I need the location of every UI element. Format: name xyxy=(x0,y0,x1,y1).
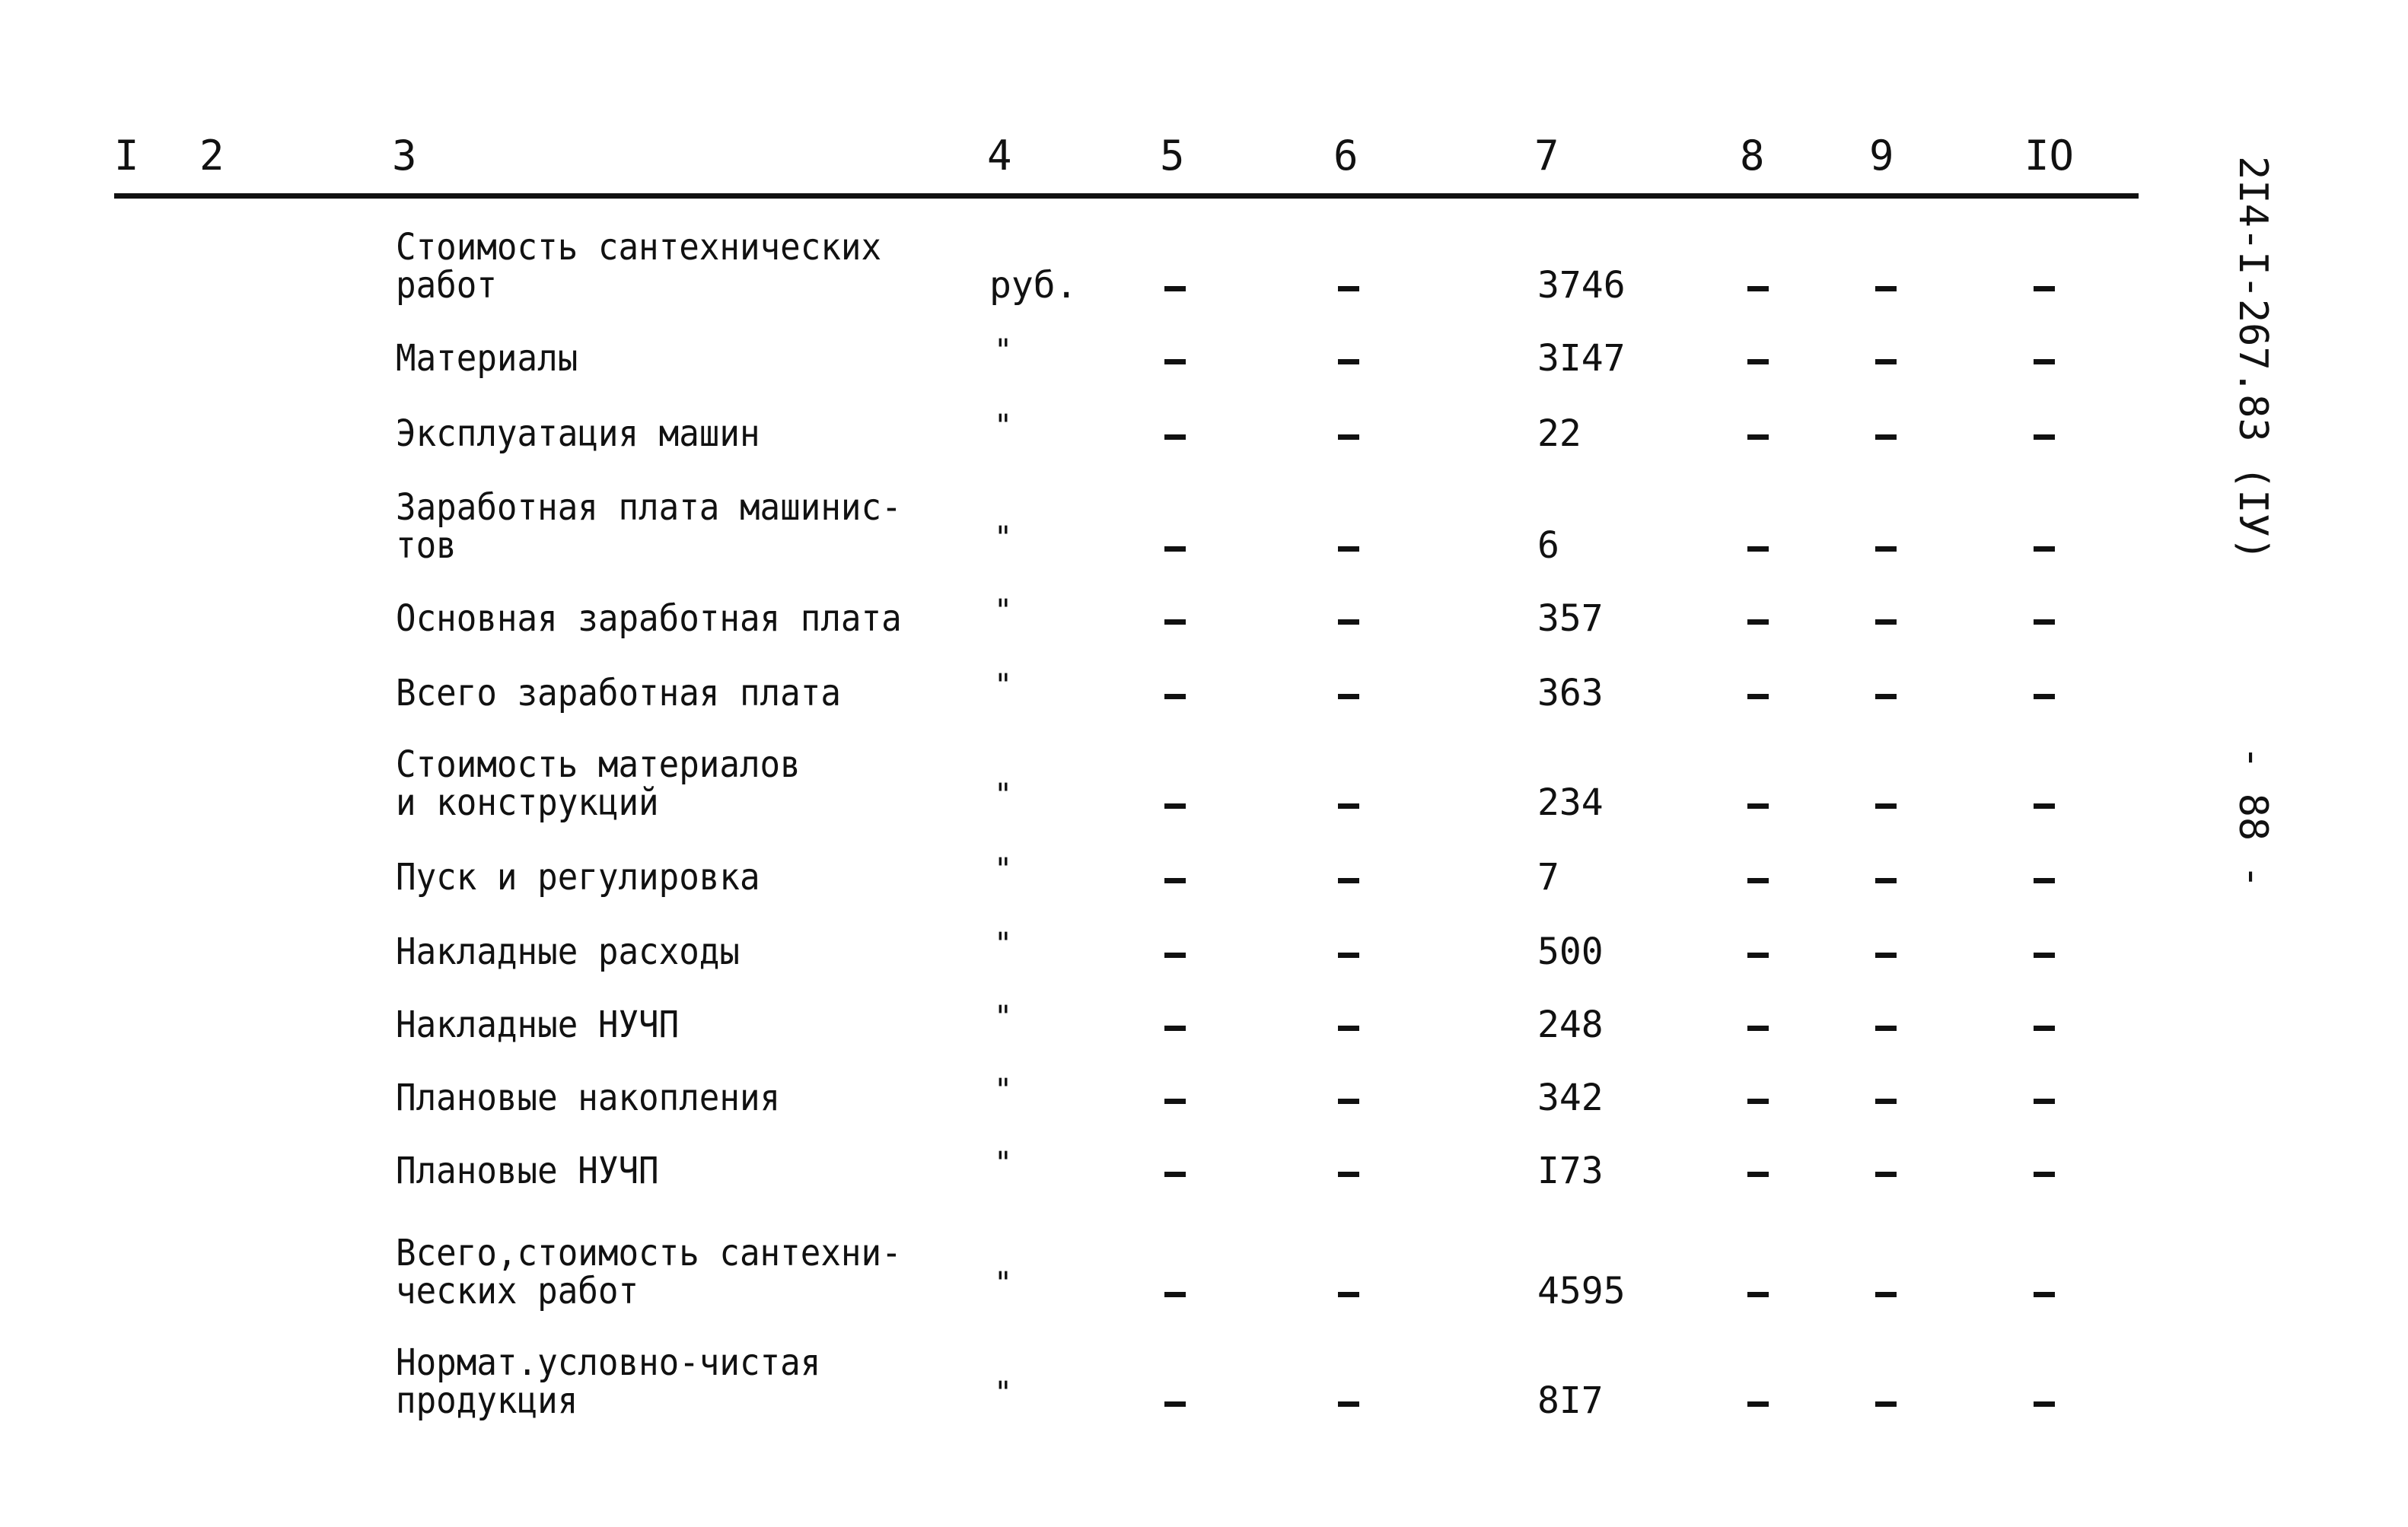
dash-mark xyxy=(1875,1099,1897,1104)
row-description-line: Всего заработная плата xyxy=(396,672,841,714)
dash-mark xyxy=(1164,546,1186,552)
column-header-7: 7 xyxy=(1534,132,1559,180)
dash-mark xyxy=(1338,286,1359,291)
column-header-6: 6 xyxy=(1333,132,1358,180)
dash-mark xyxy=(1338,953,1359,958)
row-description xyxy=(396,1152,659,1190)
row-description-line: и конструкций xyxy=(396,781,659,824)
column-header-3: 3 xyxy=(392,132,417,180)
row-description xyxy=(396,597,902,640)
row-unit: " xyxy=(994,409,1013,444)
dash-mark xyxy=(1338,878,1359,883)
column-header-1: I xyxy=(114,132,139,180)
column-header-5: 5 xyxy=(1160,132,1185,180)
dash-mark xyxy=(1747,434,1769,440)
dash-mark xyxy=(1747,1292,1769,1297)
row-unit: " xyxy=(994,927,1013,962)
dash-mark xyxy=(1164,359,1186,364)
row-unit: " xyxy=(994,1000,1013,1035)
row-description-line: ческих работ xyxy=(396,1270,639,1312)
row-unit: " xyxy=(994,520,1013,555)
dash-mark xyxy=(2034,1026,2055,1031)
row-description xyxy=(396,1006,679,1044)
dash-mark xyxy=(2034,953,2055,958)
row-description xyxy=(396,856,760,899)
row-unit: руб. xyxy=(989,264,1078,307)
dash-mark xyxy=(1747,1026,1769,1031)
dash-mark xyxy=(1338,359,1359,364)
dash-mark xyxy=(1338,546,1359,552)
dash-mark xyxy=(1747,694,1769,699)
row-description-line: Эксплуатация машин xyxy=(396,412,760,455)
dash-mark xyxy=(1747,1099,1769,1104)
row-description-line: тов xyxy=(396,524,457,567)
dash-mark xyxy=(1747,878,1769,883)
row-description xyxy=(396,1234,902,1310)
dash-mark xyxy=(2034,359,2055,364)
dash-mark xyxy=(1875,619,1897,625)
row-description xyxy=(396,933,740,971)
dash-mark xyxy=(1164,619,1186,625)
dash-mark xyxy=(2034,1099,2055,1104)
dash-mark xyxy=(1875,434,1897,440)
dash-mark xyxy=(1875,1172,1897,1177)
row-value: I73 xyxy=(1537,1150,1604,1192)
dash-mark xyxy=(1164,1026,1186,1031)
dash-mark xyxy=(1164,286,1186,291)
dash-mark xyxy=(1875,878,1897,883)
row-unit: " xyxy=(994,668,1013,703)
row-unit: " xyxy=(994,1266,1013,1301)
row-value: 3746 xyxy=(1537,264,1626,307)
dash-mark xyxy=(1164,953,1186,958)
dash-mark xyxy=(1338,1292,1359,1297)
row-description-line: Стоимость материалов xyxy=(396,743,801,786)
row-value: 234 xyxy=(1537,781,1604,824)
dash-mark xyxy=(1164,803,1186,809)
dash-mark xyxy=(2034,694,2055,699)
dash-mark xyxy=(1747,359,1769,364)
dash-mark xyxy=(1338,1099,1359,1104)
row-value: 342 xyxy=(1537,1077,1604,1119)
row-unit: " xyxy=(994,1146,1013,1181)
row-unit: " xyxy=(994,1376,1013,1411)
dash-mark xyxy=(1338,1026,1359,1031)
dash-mark xyxy=(1338,694,1359,699)
dash-mark xyxy=(1747,286,1769,291)
dash-mark xyxy=(1875,953,1897,958)
row-description xyxy=(396,412,760,455)
header-rule xyxy=(114,193,2139,199)
row-description xyxy=(396,743,801,824)
dash-mark xyxy=(1747,1401,1769,1407)
dash-mark xyxy=(1875,286,1897,291)
row-description xyxy=(396,337,578,380)
dash-mark xyxy=(1164,1172,1186,1177)
dash-mark xyxy=(2034,878,2055,883)
dash-mark xyxy=(1747,803,1769,809)
row-description xyxy=(396,674,841,712)
row-value: 3I47 xyxy=(1537,337,1626,380)
row-description-line: Заработная плата машинис- xyxy=(396,486,902,529)
row-description xyxy=(396,1341,821,1422)
dash-mark xyxy=(1164,694,1186,699)
document-code: 2I4-I-267.83 (IУ) xyxy=(2230,156,2276,561)
row-description xyxy=(396,1079,780,1117)
page-number: - 88 - xyxy=(2230,746,2276,889)
row-unit: " xyxy=(994,778,1013,813)
row-description-line: Плановые НУЧП xyxy=(396,1150,659,1192)
row-description-line: Пуск и регулировка xyxy=(396,856,760,899)
row-unit: " xyxy=(994,333,1013,368)
dash-mark xyxy=(1164,1292,1186,1297)
column-header-10: IO xyxy=(2024,132,2075,180)
row-unit: " xyxy=(994,593,1013,628)
row-description-line: продукция xyxy=(396,1379,578,1422)
dash-mark xyxy=(1338,619,1359,625)
dash-mark xyxy=(1164,878,1186,883)
row-value: 22 xyxy=(1537,412,1581,455)
dash-mark xyxy=(1875,803,1897,809)
dash-mark xyxy=(1875,1026,1897,1031)
dash-mark xyxy=(1747,1172,1769,1177)
row-description-line: Накладные НУЧП xyxy=(396,1004,680,1046)
dash-mark xyxy=(1164,1401,1186,1407)
dash-mark xyxy=(2034,619,2055,625)
dash-mark xyxy=(1875,359,1897,364)
dash-mark xyxy=(2034,1292,2055,1297)
dash-mark xyxy=(2034,1401,2055,1407)
row-value: 248 xyxy=(1537,1004,1604,1046)
column-header-8: 8 xyxy=(1740,132,1765,180)
dash-mark xyxy=(1338,803,1359,809)
row-value: 363 xyxy=(1537,672,1604,714)
column-header-4: 4 xyxy=(987,132,1012,180)
dash-mark xyxy=(1875,694,1897,699)
row-unit: " xyxy=(994,852,1013,887)
dash-mark xyxy=(1747,546,1769,552)
row-value: 7 xyxy=(1537,856,1559,899)
dash-mark xyxy=(2034,1172,2055,1177)
dash-mark xyxy=(1875,1401,1897,1407)
row-description xyxy=(396,226,882,307)
dash-mark xyxy=(1338,1401,1359,1407)
row-description-line: Накладные расходы xyxy=(396,931,740,973)
row-description-line: Материалы xyxy=(396,337,578,380)
row-value: 8I7 xyxy=(1537,1379,1604,1422)
row-unit: " xyxy=(994,1073,1013,1108)
dash-mark xyxy=(1338,434,1359,440)
dash-mark xyxy=(1875,1292,1897,1297)
dash-mark xyxy=(1747,619,1769,625)
dash-mark xyxy=(1875,546,1897,552)
dash-mark xyxy=(2034,434,2055,440)
row-value: 4595 xyxy=(1537,1270,1626,1312)
row-description-line: Плановые накопления xyxy=(396,1077,781,1119)
dash-mark xyxy=(2034,803,2055,809)
row-value: 357 xyxy=(1537,597,1604,640)
dash-mark xyxy=(1164,1099,1186,1104)
row-description-line: Всего,стоимость сантехни- xyxy=(396,1232,902,1274)
dash-mark xyxy=(2034,546,2055,552)
row-description-line: Стоимость сантехнических xyxy=(396,226,882,269)
row-value: 500 xyxy=(1537,931,1604,973)
row-description xyxy=(396,488,902,565)
dash-mark xyxy=(1747,953,1769,958)
dash-mark xyxy=(1164,434,1186,440)
row-description-line: работ xyxy=(396,264,497,307)
row-value: 6 xyxy=(1537,524,1559,567)
dash-mark xyxy=(1338,1172,1359,1177)
dash-mark xyxy=(2034,286,2055,291)
row-description-line: Основная заработная плата xyxy=(396,597,902,640)
column-header-2: 2 xyxy=(199,132,225,180)
row-description-line: Нормат.условно-чистая xyxy=(396,1341,821,1384)
column-header-9: 9 xyxy=(1869,132,1894,180)
